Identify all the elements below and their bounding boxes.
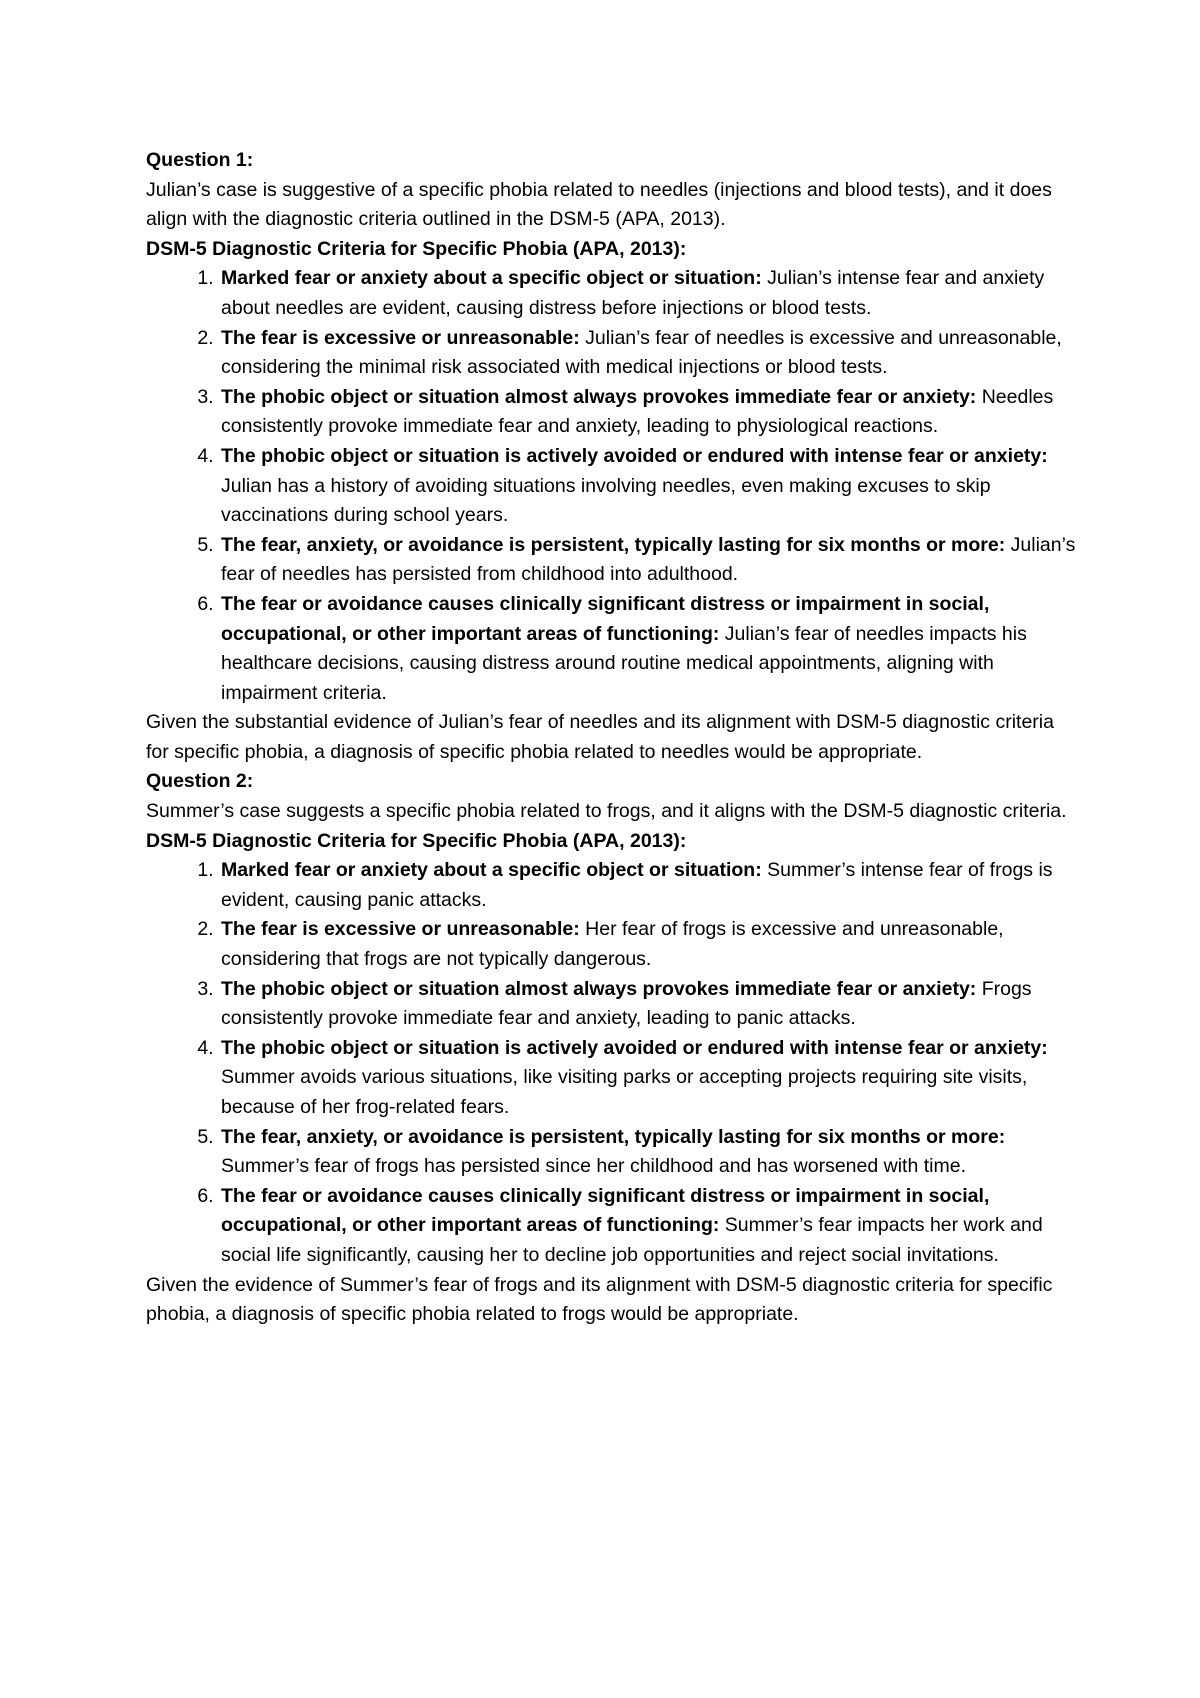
- criterion-term: The phobic object or situation almost always provokes immediate fear or anxiety:: [221, 977, 977, 1000]
- criterion-term: The fear is excessive or unreasonable:: [221, 326, 580, 349]
- criterion-text: Julian has a history of avoiding situations involving needles, even making excuses to skip vaccinations during school years.: [221, 474, 991, 527]
- criterion-text: Needles consistently provoke immediate fear and anxiety, leading to physiological reactions.: [221, 385, 1054, 438]
- criterion-text: Julian’s fear of needles impacts his healthcare decisions, causing distress around routine medical appointments, aligning with impairment criteria.: [221, 622, 1027, 704]
- criterion-term: The fear, anxiety, or avoidance is persistent, typically lasting for six months or more:: [221, 1125, 1006, 1148]
- question-1-criteria-heading: DSM-5 Diagnostic Criteria for Specific Phobia (APA, 2013):: [146, 237, 687, 260]
- criterion-term: The phobic object or situation is actively avoided or endured with intense fear or anxiety:: [221, 444, 1048, 467]
- criterion-text: Frogs consistently provoke immediate fear and anxiety, leading to panic attacks.: [221, 977, 1032, 1030]
- criterion-item: [219, 531, 1080, 590]
- criterion-term: Marked fear or anxiety about a specific object or situation:: [221, 859, 762, 882]
- criterion-text: Summer avoids various situations, like visiting parks or accepting projects requiring site visits, because of her frog-related fears.: [221, 1066, 1028, 1118]
- question-2-criteria-heading: DSM-5 Diagnostic Criteria for Specific Phobia (APA, 2013):: [146, 829, 687, 852]
- criterion-term: The fear is excessive or unreasonable:: [221, 918, 580, 941]
- question-1-heading: Question 1:: [146, 149, 254, 171]
- criterion-term: The fear, anxiety, or avoidance is persistent, typically lasting for six months or more:: [221, 533, 1006, 556]
- criterion-text: Summer’s fear impacts her work and social life significantly, causing her to decline job opportunities and reject social invitations.: [221, 1214, 1043, 1266]
- criterion-term: The phobic object or situation almost always provokes immediate fear or anxiety:: [221, 385, 977, 408]
- criterion-item: [219, 915, 1080, 974]
- criterion-text: Julian’s fear of needles is excessive and unreasonable, considering the minimal risk associated with medical injections or blood tests.: [221, 326, 1062, 379]
- question-1-criteria-list: [146, 264, 1080, 708]
- question-1-conclusion: Given the substantial evidence of Julian’s fear of needles and its alignment with DSM-5 diagnostic criteria for specific phobia, a diagnosis of specific phobia related to needles would be appropriate.: [146, 711, 1054, 763]
- criterion-text: Her fear of frogs is excessive and unreasonable, considering that frogs are not typically dangerous.: [221, 918, 1004, 971]
- question-2-heading: Question 2:: [146, 770, 254, 793]
- question-2-criteria-list: [146, 856, 1080, 1270]
- criterion-text: Summer’s intense fear of frogs is evident, causing panic attacks.: [221, 859, 1053, 911]
- criterion-item: [219, 1123, 1080, 1182]
- criterion-term: The fear or avoidance causes clinically significant distress or impairment in social, occupational, or other important areas of functioning:: [221, 1184, 990, 1237]
- criterion-term: The fear or avoidance causes clinically significant distress or impairment in social, occupational, or other important areas of functioning:: [221, 592, 990, 645]
- criterion-text: Summer’s fear of frogs has persisted since her childhood and has worsened with time.: [221, 1155, 966, 1178]
- criterion-term: The phobic object or situation is actively avoided or endured with intense fear or anxiety:: [221, 1036, 1048, 1059]
- criterion-text: Julian’s intense fear and anxiety about needles are evident, causing distress before injections or blood tests.: [221, 267, 1045, 319]
- criterion-item: [219, 442, 1080, 531]
- criterion-text: Julian’s fear of needles has persisted from childhood into adulthood.: [221, 533, 1076, 586]
- criterion-item: [219, 590, 1080, 708]
- criterion-item: [219, 975, 1080, 1034]
- criterion-term: Marked fear or anxiety about a specific object or situation:: [221, 267, 762, 290]
- question-1-intro: Julian’s case is suggestive of a specific phobia related to needles (injections and blood tests), and it does align with the diagnostic criteria outlined in the DSM-5 (APA, 2013).: [146, 178, 1052, 231]
- question-2-conclusion: Given the evidence of Summer’s fear of frogs and its alignment with DSM-5 diagnostic criteria for specific phobia, a diagnosis of specific phobia related to frogs would be appropriate.: [146, 1273, 1053, 1326]
- criterion-item: [219, 383, 1080, 442]
- criterion-item: [219, 264, 1080, 323]
- criterion-item: [219, 1182, 1080, 1271]
- criterion-item: [219, 1034, 1080, 1123]
- criterion-item: [219, 856, 1080, 915]
- question-2-intro: Summer’s case suggests a specific phobia related to frogs, and it aligns with the DSM-5 diagnostic criteria.: [146, 800, 1067, 823]
- criterion-item: [219, 324, 1080, 383]
